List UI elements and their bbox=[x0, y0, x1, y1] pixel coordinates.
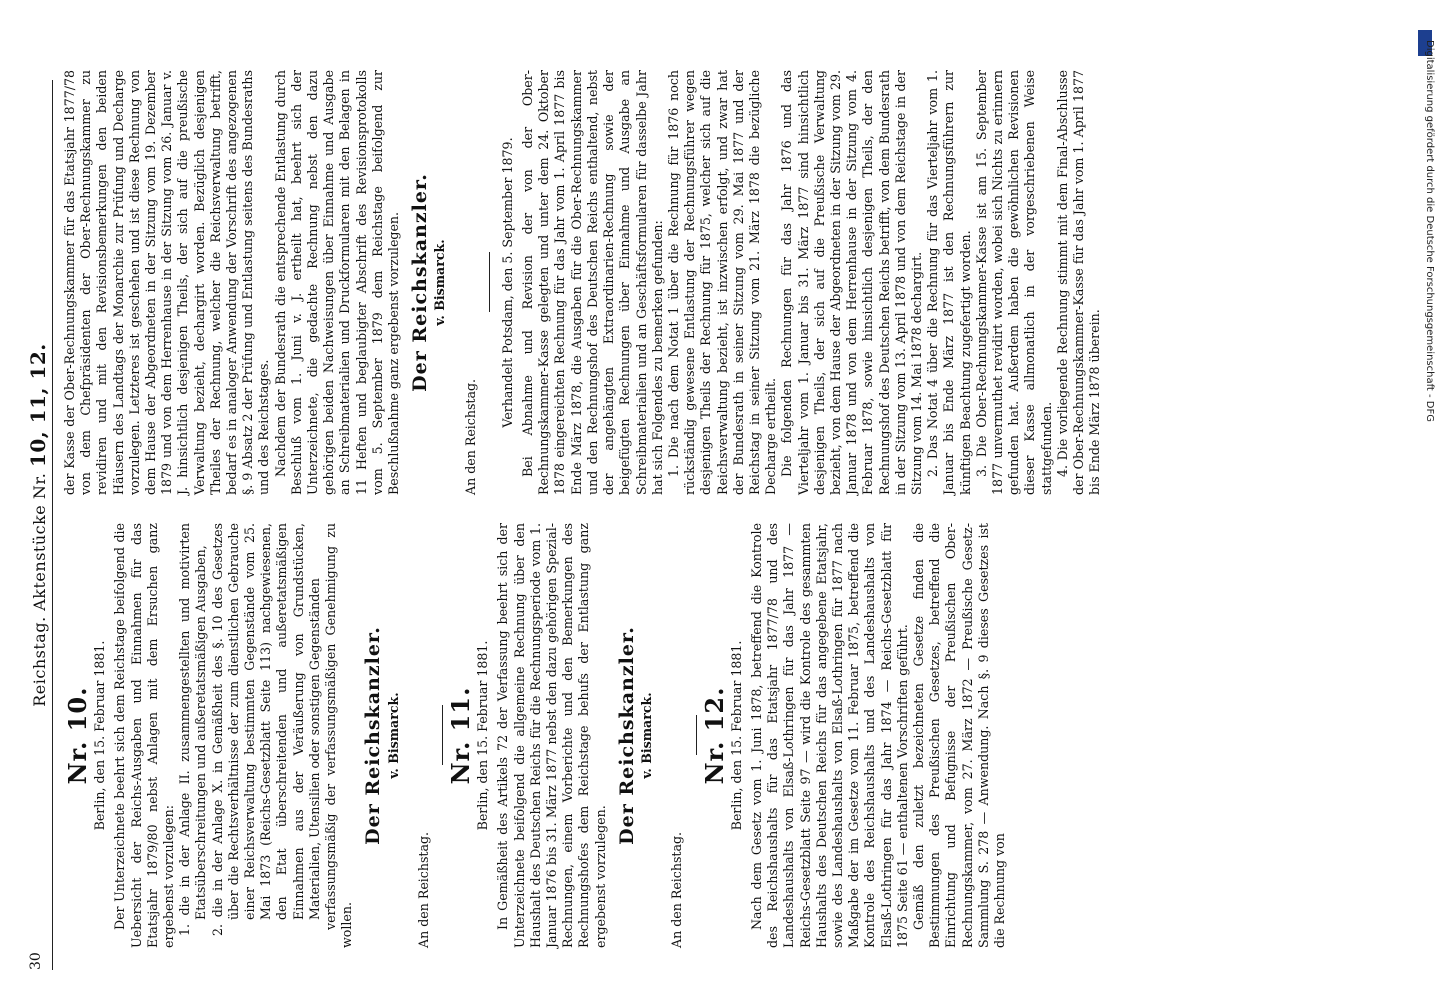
nr11-heading: Nr. 11. bbox=[446, 686, 476, 785]
nr10-item-1: 1. die in der Anlage II. zusammengestellten und motivirten Etatsüberschreitungen und außeretatsmäßigen Ausgaben, bbox=[177, 523, 209, 936]
nr11-signature-name: v. Bismarck. bbox=[639, 692, 655, 779]
nr12-text-2: Gemäß den zuletzt bezeichneten Gesetze finden die Bestimmungen des Preußischen Gesetzes, betreffend die Einrichtung und Befugnisse der Preußischen Ober-Rechnungskammer, vom 27. März 1872 — Preußische Gesetz-Sammlung S. 278 — Anwendung. Nach §. 9 dieses Gesetzes ist die Rechnung von bbox=[910, 523, 1007, 948]
nr10-closing: verfassungsmäßig der verfassungsmäßigen Genehmigung zu wollen. bbox=[323, 523, 355, 948]
nr11-date: Berlin, den 15. Februar 1881. bbox=[475, 640, 491, 831]
nr10-heading: Nr. 10. bbox=[63, 686, 92, 785]
running-title-prefix: Reichstag. Aktenstücke Nr. bbox=[30, 472, 49, 707]
running-title bbox=[26, 80, 50, 970]
dfg-side-label bbox=[1422, 40, 1436, 940]
running-title-numbers: 10, 11, 12. bbox=[26, 343, 50, 468]
nr12-signature-name: v. Bismarck. bbox=[432, 239, 448, 326]
nr11-signature-title: Der Reichskanzler. bbox=[615, 626, 638, 845]
nr12-addressee: An den Reichstag. bbox=[462, 378, 478, 495]
divider bbox=[442, 706, 443, 766]
right-column bbox=[62, 70, 1103, 495]
dfg-side-label-text: Digitalisierung gefördert durch die Deutsche Forschungsgemeinschaft - DFG bbox=[1424, 40, 1435, 423]
page-header bbox=[22, 80, 53, 970]
nr12-continued-text: der Kasse der Ober-Rechnungskammer für das Etatsjahr 1877/78 von dem Chefpräsidenten der Ober-Rechnungskammer zu revidiren und mit den Revisionsbemerkungen den beiden Häusern des Landtags der Monarchie zur Prüfung und Decharge vorzulegen. Letzteres ist geschehen und ist diese Rechnung von dem Hause der Abgeordneten in der Sitzung vom 19. Dezember 1879 und von dem Herrenhause in der Sitzung vom 26. Januar v. J. hinsichtlich desjenigen Theils, der sich auf die preußische Verwaltung bezieht, dechargirt worden. Bezüglich desjenigen Theiles der Rechnung, welcher die Reichsverwaltung betrifft, bedarf es in analoger Anwendung der Vorschrift des angezogenen §. 9 Absatz 2 der Prüfung und Entlastung seitens des Bundesraths und des Reichstages. bbox=[62, 70, 272, 495]
nr12-signature-title: Der Reichskanzler. bbox=[409, 173, 432, 392]
divider bbox=[489, 253, 490, 313]
divider bbox=[696, 716, 697, 756]
protocol-item-4: 4. Die vorliegende Rechnung stimmt mit dem Final-Abschlusse der Ober-Rechnungskammer-Kasse für das Jahr vom 1. April 1877 bis Ende März 1878 überein. bbox=[1054, 70, 1103, 495]
nr12-date: Berlin, den 15. Februar 1881. bbox=[728, 640, 744, 831]
protocol-item-2: 2. Das Notat 4 über die Rechnung für das Vierteljahr vom 1. Januar bis Ende März 1877 ist den Rechnungsführern zur künftigen Beachtung zugefertigt worden. bbox=[925, 70, 973, 495]
protocol-place-date: Verhandelt Potsdam, den 5. September 1879. bbox=[499, 137, 515, 428]
nr10-intro: Der Unterzeichnete beehrt sich dem Reichstage beifolgend die Uebersicht der Reichs-Ausgaben und Einnahmen für das Etatsjahr 1879/80 nebst Anlagen mit dem Ersuchen ganz ergebenst vorzulegen: bbox=[112, 523, 177, 948]
nr10-signature-name: v. Bismarck. bbox=[385, 692, 401, 779]
nr11-text: In Gemäßheit des Artikels 72 der Verfassung beehrt sich der Unterzeichnete beifolgend die allgemeine Rechnung über den Haushalt des Deutschen Reichs für die Rechnungsperiode vom 1. Januar 1876 bis 31. März 1877 nebst den dazu gehörigen Spezial-Rechnungen, einem Vorberichte und den Bemerkungen des Rechnungshofes dem Reichstage behufs der Entlastung ganz ergebenst vorzulegen. bbox=[495, 523, 608, 948]
left-column bbox=[62, 523, 1008, 948]
nr10-date: Berlin, den 15. Februar 1881. bbox=[92, 640, 108, 831]
protocol-text: Bei Abnahme und Revision der von der Ober-Rechnungskammer-Kasse gelegten und unter dem 24. Oktober 1878 eingereichten Rechnung für das Jahr vom 1. April 1877 bis Ende März 1878, die Ausgaben für die Ober-Rechnungskammer und den Rechnungshof des Deutschen Reichs enthaltend, nebst der angehängten Extraordinarien-Rechnung sowie der beigefügten Rechnungen über Einnahme und Ausgabe an Schreibmaterialien und an Geschäftsformularen für dasselbe Jahr hat sich Folgendes zu bemerken gefunden: bbox=[520, 70, 665, 495]
nr12-continued-text-2: Nachdem der Bundesrath die entsprechende Entlastung durch Beschluß vom 1. Juni v. J. ertheilt hat, beehrt sich der Unterzeichnete, die gedachte Rechnung nebst den dazu gehörigen beiden Nachweisungen über Einnahme und Ausgabe an Schreibmaterialien und Druckformularen mit den Belagen in 11 Heften und beglaubigter Abschrift des Revisionsprotokolls vom 5. September 1879 dem Reichstage beifolgend zur Beschlußnahme ganz ergebenst vorzulegen. bbox=[272, 70, 402, 495]
nr12-heading: Nr. 12. bbox=[699, 686, 729, 785]
nr12-text: Nach dem Gesetz vom 1. Juni 1878, betreffend die Kontrole des Reichshaushalts für das Etatsjahr 1877/78 und des Landeshaushalts von Elsaß-Lothringen für das Jahr 1877 — Reichs-Gesetzblatt Seite 97 — wird die Kontrole des gesammten Haushalts des Deutschen Reichs für das angegebene Etatsjahr, sowie des Landeshaushalts von Elsaß-Lothringen für 1877 nach Maßgabe der im Gesetze vom 11. Februar 1875, betreffend die Kontrole des Reichshaushalts und des Landeshaushalts von Elsaß-Lothringen für das Jahr 1874 — Reichs-Gesetzblatt für 1875 Seite 61 — enthaltenen Vorschriften geführt. bbox=[748, 523, 910, 948]
protocol-item-1b: Die folgenden Rechnungen für das Jahr 1876 und das Vierteljahr vom 1. Januar bis 31. März 1877 sind hinsichtlich desjenigen Theils, der sich auf die Preußische Verwaltung bezieht, von dem Hause der Abgeordneten in der Sitzung vom 29. Januar 1878 und von dem Herrenhause in der Sitzung vom 4. Februar 1878, sowie hinsichtlich desjenigen Theils, der den Rechnungshof des Deutschen Reichs betrifft, von dem Bundesrath in der Sitzung vom 13. April 1878 und von dem Reichstage in der Sitzung vom 14. Mai 1878 dechargirt. bbox=[779, 70, 924, 495]
nr10-addressee: An den Reichstag. bbox=[415, 831, 431, 948]
protocol-item-3: 3. Die Ober-Rechnungskammer-Kasse ist am 15. September 1877 unvermuthet revidirt worden, wobei sich Nichts zu erinnern gefunden hat. Außerdem haben die gewöhnlichen Revisionen dieser Kasse allmonatlich in der vorgeschriebenen Weise stattgefunden. bbox=[973, 70, 1054, 495]
nr11-addressee: An den Reichstag. bbox=[669, 831, 685, 948]
page-number: 30 bbox=[28, 952, 44, 970]
nr10-item-2: 2. die in der Anlage X. in Gemäßheit des §. 10 des Gesetzes über die Rechtsverhältnisse der zum dienstlichen Gebrauche einer Reichsverwaltung bestimmten Gegenstände vom 25. Mai 1873 (Reichs-Gesetzblatt Seite 113) nachgewiesenen, den Etat überschreitenden und außeretatsmäßigen Einnahmen aus der Veräußerung von Grundstücken, Materialien, Utensilien oder sonstigen Gegenständen bbox=[209, 523, 322, 936]
nr10-signature-title: Der Reichskanzler. bbox=[362, 626, 385, 845]
protocol-item-1: 1. Die nach dem Notat 1 über die Rechnung für 1876 noch rückständig gewesene Entlastung der Rechnungsführer wegen desjenigen Theils der Rechnung für 1875, welcher sich auf die Reichsverwaltung bezieht, ist inzwischen erfolgt, und zwar hat der Bundesrath in seiner Sitzung vom 29. Mai 1877 und der Reichstag in seiner Sitzung vom 21. März 1878 die bezügliche Decharge ertheilt. bbox=[665, 70, 779, 495]
